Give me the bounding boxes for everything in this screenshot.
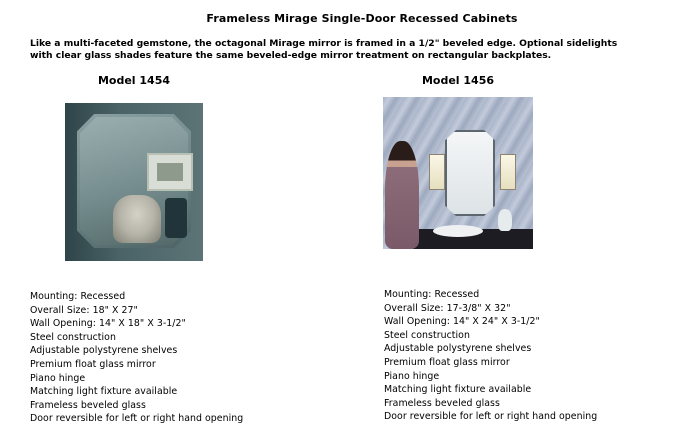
model-1456-specs xyxy=(384,288,597,424)
spec-item: Door reversible for left or right hand opening xyxy=(30,413,244,425)
spec-item: Overall Size: 18" X 27" xyxy=(30,304,138,316)
spec-item: Steel construction xyxy=(30,331,116,343)
reflected-picture-frame xyxy=(147,153,193,191)
vase xyxy=(498,209,512,231)
spec-item: Adjustable polystyrene shelves xyxy=(384,343,532,355)
spec-item: Wall Opening: 14" X 18" X 3-1/2" xyxy=(30,318,186,330)
model-1456-photo xyxy=(383,97,533,249)
spec-item: Matching light fixture available xyxy=(30,386,178,398)
spec-item: Premium float glass mirror xyxy=(384,356,510,368)
reflected-dark-object xyxy=(165,198,187,238)
spec-item: Steel construction xyxy=(384,329,470,341)
spec-item: Adjustable polystyrene shelves xyxy=(30,345,178,357)
right-sidelight xyxy=(500,154,516,190)
spec-item: Mounting: Recessed xyxy=(384,289,480,300)
octagonal-mirror xyxy=(445,130,495,216)
spec-item: Overall Size: 17-3/8" X 32" xyxy=(384,302,511,314)
spec-item: Premium float glass mirror xyxy=(30,358,156,370)
page-title: Frameless Mirage Single-Door Recessed Cabinets xyxy=(206,12,518,25)
sink-basin xyxy=(433,225,483,237)
person-figure xyxy=(385,141,419,249)
spec-item: Piano hinge xyxy=(384,370,440,382)
spec-item: Frameless beveled glass xyxy=(30,399,146,411)
spec-item: Wall Opening: 14" X 24" X 3-1/2" xyxy=(384,316,540,328)
model-1454-specs xyxy=(30,290,243,426)
left-sidelight xyxy=(429,154,445,190)
spec-item: Frameless beveled glass xyxy=(384,397,500,409)
reflected-chair xyxy=(113,195,161,243)
intro-paragraph: Like a multi-faceted gemstone, the octagonal Mirage mirror is framed in a 1/2" beveled edge. Optional sidelights with clear glass shades feature the same beveled-edge mirror treatment on rectangular backplates. xyxy=(30,38,618,61)
spec-item: Door reversible for left or right hand opening xyxy=(384,411,598,423)
model-1456-title: Model 1456 xyxy=(421,74,495,87)
spec-item: Mounting: Recessed xyxy=(30,291,126,302)
spec-item: Matching light fixture available xyxy=(384,384,532,396)
model-1454-photo xyxy=(65,103,203,261)
spec-item: Piano hinge xyxy=(30,372,86,384)
model-1454-title: Model 1454 xyxy=(97,74,171,87)
